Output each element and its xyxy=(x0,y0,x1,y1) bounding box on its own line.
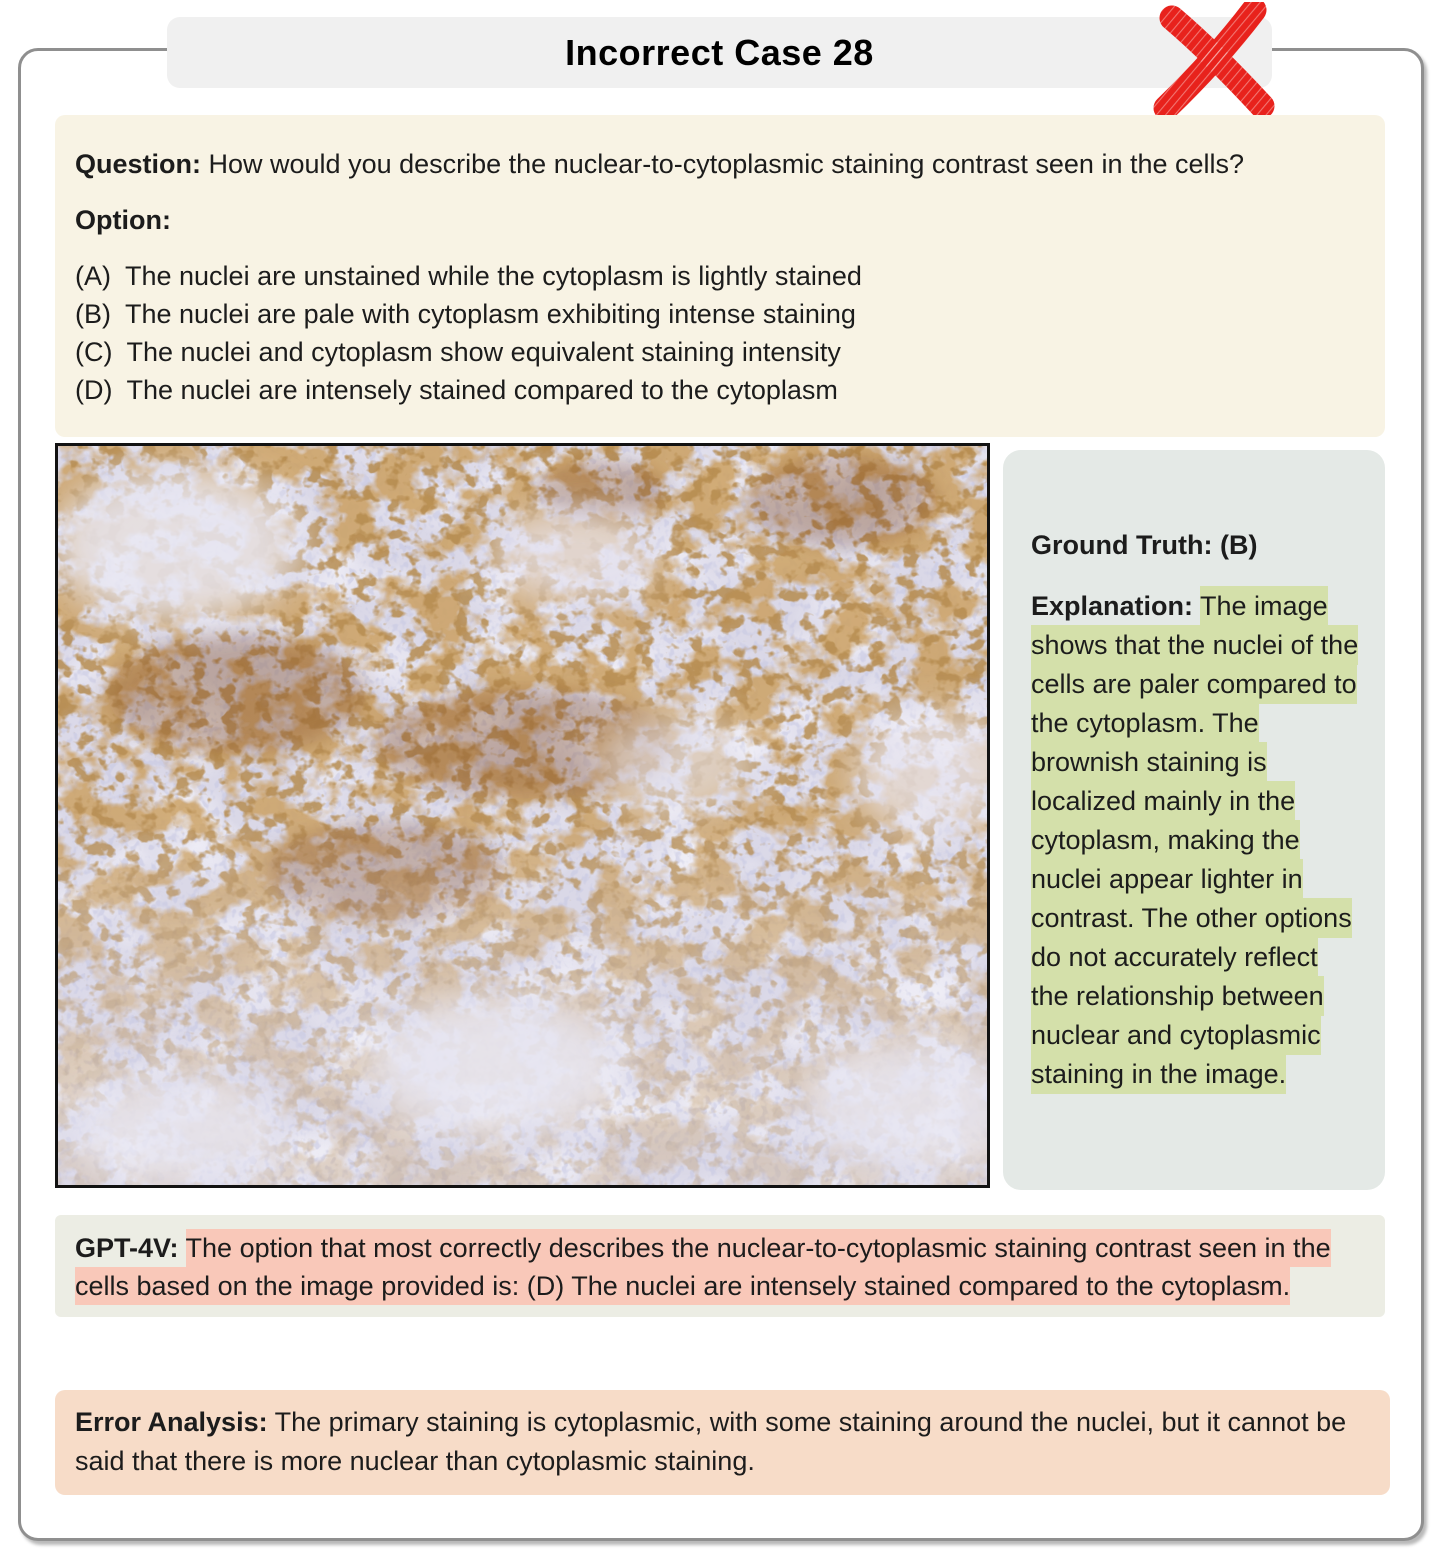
gpt4v-panel xyxy=(55,1215,1385,1317)
option-text: The nuclei are intensely stained compared to the cytoplasm xyxy=(126,375,838,405)
option-key: (A) xyxy=(75,261,111,291)
gpt4v-response: The option that most correctly describes the nuclear-to-cytoplasmic staining contrast seen in the cells based on the image provided is: (D) The nuclei are intensely stained compared to the cytoplasm. xyxy=(75,1229,1331,1305)
option-text: The nuclei are pale with cytoplasm exhibiting intense staining xyxy=(125,299,856,329)
question-text: How would you describe the nuclear-to-cytoplasmic staining contrast seen in the cells? xyxy=(208,149,1245,179)
incorrect-x-icon xyxy=(1150,2,1282,118)
option-row-a xyxy=(75,257,1349,295)
options-label: Option: xyxy=(75,205,171,235)
question-label: Question: xyxy=(75,149,201,179)
explanation-label: Explanation: xyxy=(1031,591,1194,621)
error-analysis-label: Error Analysis: xyxy=(75,1407,268,1437)
question-panel xyxy=(55,115,1385,437)
option-key: (B) xyxy=(75,299,111,329)
option-key: (C) xyxy=(75,337,113,367)
options-list xyxy=(75,257,1349,409)
gpt4v-label: GPT-4V: xyxy=(75,1233,179,1263)
option-text: The nuclei are unstained while the cytoplasm is lightly stained xyxy=(125,261,862,291)
histology-image xyxy=(55,443,990,1188)
page-title: Incorrect Case 28 xyxy=(565,31,874,73)
error-analysis-text: The primary staining is cytoplasmic, with some staining around the nuclei, but it cannot be said that there is more nuclear than cytoplasmic staining. xyxy=(75,1407,1347,1476)
option-row-c xyxy=(75,333,1349,371)
error-analysis-panel xyxy=(55,1390,1390,1495)
option-key: (D) xyxy=(75,375,113,405)
option-row-d xyxy=(75,371,1349,409)
explanation-text: The image shows that the nuclei of the cells are paler compared to the cytoplasm. The brownish staining is localized mainly in the cytoplasm, making the nuclei appear lighter in contrast. The other options do not accurately reflect the relationship between nuclear and cytoplasmic staining in the image. xyxy=(1031,586,1358,1094)
option-row-b xyxy=(75,295,1349,333)
ground-truth-panel xyxy=(1003,450,1385,1190)
case-title-bar xyxy=(167,17,1272,88)
option-text: The nuclei and cytoplasm show equivalent staining intensity xyxy=(126,337,841,367)
ground-truth-label: Ground Truth: (B) xyxy=(1031,530,1258,560)
